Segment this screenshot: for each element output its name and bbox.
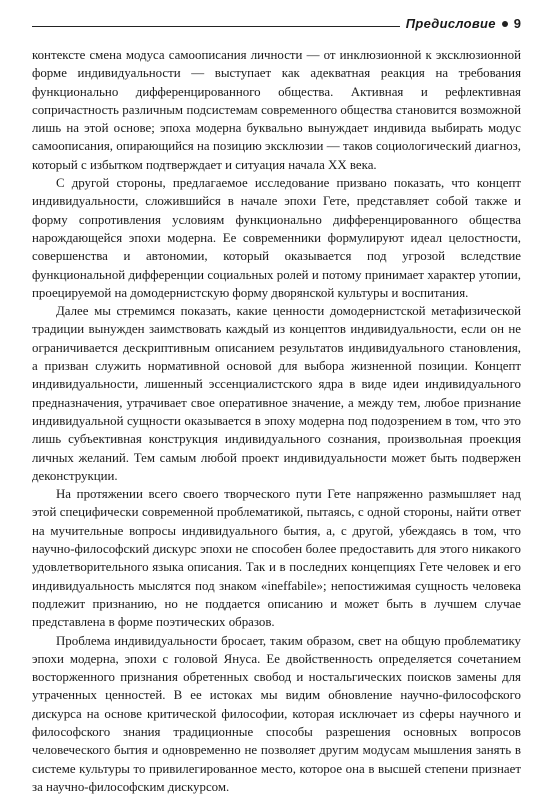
header-rule <box>32 26 443 27</box>
paragraph-1: контексте смена модуса самоописания личности — от инклюзионной к эксклюзионной форме индивидуальности — выступает как адекватная реакция на требования функционально дифференцированного общества. Активная и рефлективная сопричастность различным подсистемам современного общества становится возможной лишь на этой основе; эпоха модерна буквально вынуждает индивида выбирать модус самоописания, опирающийся на позицию эксклюзии — таков социологический диагноз, который с избытком подтверждает и ситуация начала XX века. <box>32 48 521 172</box>
paragraph-4: На протяжении всего своего творческого пути Гете напряженно размышляет над этой специфически современной проблематикой, пытаясь, с одной стороны, найти ответ на мучительные вопросы индивидуального бытия, а, с другой, убеждаясь в том, что научно-философский дискурс эпохи не способен более предоставить для этого никакого удовлетворительного языка описания. Так и в последних концепциях Гете человек и его индивидуальность мыслятся под знаком «ineffabile»; непостижимая сущность человека подлежит признанию, но не поддается описанию и может быть в лучшем случае представлена в форме поэтических образов. <box>32 487 521 630</box>
page-number: 9 <box>513 16 521 31</box>
header-right <box>400 16 521 31</box>
bullet-icon <box>502 21 508 27</box>
paragraph-5: Проблема индивидуальности бросает, таким образом, свет на общую проблематику эпохи модерна, эпохи с головой Януса. Ее двойственность определяется сочетанием восторженного признания обретенных свобод и ностальгических поисков замены для утраченных ценностей. В ее истоках мы видим обновление научно-философского дискурса на основе критической философии, которая исключает из сферы научного и философского знания традиционные способы разрешения основных вопросов человеческого бытия и одновременно не позволяет другим модусам мышления занять в системе культуры то привилегированное место, которое она в высшей степени признает за научно-философским дискурсом. <box>32 633 521 794</box>
running-header <box>32 14 521 40</box>
running-title: Предисловие <box>405 16 496 31</box>
body-text <box>32 46 521 796</box>
paragraph-3: Далее мы стремимся показать, какие ценности домодернистской метафизической традиции вынужден заимствовать каждый из концептов индивидуальности, если он не ограничивается дескриптивным описанием результатов индивидуального становления, а призван служить нормативной основой для выбора жизненной позиции. Концепт индивидуальности, лишенный эссенциалистского ядра в виде идеи индивидуального предназначения, утрачивает свое оперативное значение, а между тем, любое признание индивидуальной сущности оказывается в эпоху модерна под подозрением в том, что это лишь субъективная конструкция индивидуального сознания, произвольная проекция личных желаний. Тем самым любой проект индивидуальности может быть подвержен деконструкции. <box>32 304 521 483</box>
paragraph-2: С другой стороны, предлагаемое исследование призвано показать, что концепт индивидуальности, сложившийся в начале эпохи Гете, представляет собой также и форму сопротивления условиям функционально дифференцированного общества нарождающейся эпохи модерна. Ее современники формулируют идеал целостности, совершенства и автономии, который оказывается под угрозой вследствие функциональной дифференции социальных ролей и потому принимает характер утопии, проецируемой на домодернистскую форму дворянской культуры и воспитания. <box>32 176 521 300</box>
